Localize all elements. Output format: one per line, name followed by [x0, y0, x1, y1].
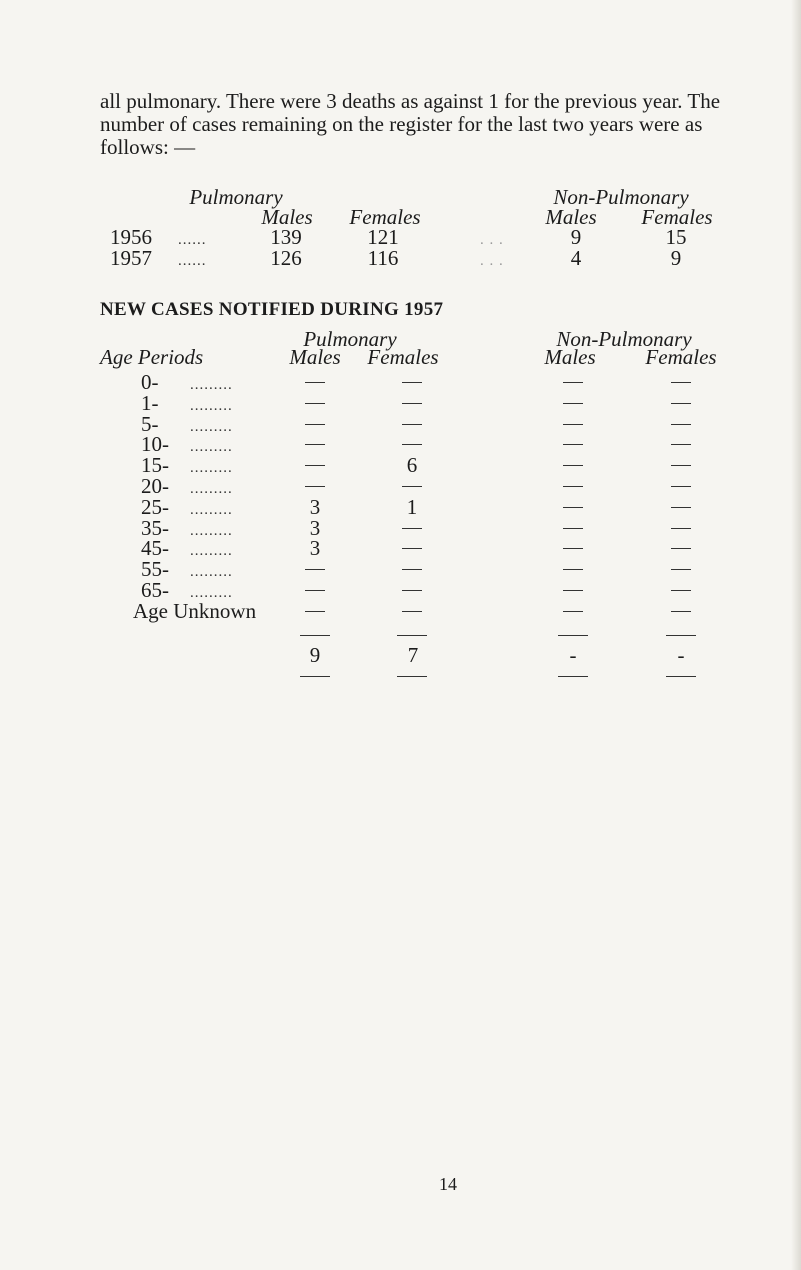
empty-cell-dash — [402, 486, 422, 487]
empty-cell-dash — [563, 611, 583, 612]
empty-cell-dash — [563, 507, 583, 508]
empty-cell-dash — [305, 611, 325, 612]
age-period-label: 55- — [141, 557, 169, 582]
empty-cell-dash — [402, 569, 422, 570]
register-col-pulm-males: Males — [261, 205, 313, 229]
empty-cell-dash — [402, 611, 422, 612]
age-period-label: 1- — [141, 390, 159, 415]
age-period-label: 45- — [141, 536, 169, 561]
empty-cell-dash — [305, 590, 325, 591]
total-underline — [558, 676, 588, 677]
register-cell: 9 — [670, 246, 682, 270]
empty-cell-dash — [563, 403, 583, 404]
age-row-dots: ......... — [190, 522, 233, 539]
age-row-dots: ......... — [190, 377, 233, 393]
register-cell: 126 — [270, 246, 302, 270]
total-rule — [300, 635, 330, 636]
age-row-dots: ......... — [190, 481, 233, 497]
register-cell: 4 — [570, 246, 582, 270]
total-rule — [558, 635, 588, 636]
empty-cell-dash — [671, 611, 691, 612]
empty-cell-dash — [563, 528, 583, 529]
newcases-col-nonpulm-males: Males — [544, 345, 596, 369]
empty-cell-dash — [402, 548, 422, 549]
empty-cell-dash — [402, 590, 422, 591]
register-cell: 116 — [367, 246, 399, 270]
empty-cell-dash — [671, 424, 691, 425]
newcases-col-pulm-males: Males — [289, 345, 341, 369]
empty-cell-dash — [305, 444, 325, 445]
register-col-nonpulm-females: Females — [641, 205, 713, 229]
empty-cell-dash — [563, 424, 583, 425]
newcases-header-non-pulmonary: Non-Pulmonary — [556, 327, 692, 351]
age-period-label: 20- — [141, 474, 169, 498]
empty-cell-dash — [402, 528, 422, 529]
age-period-label: 15- — [141, 453, 169, 478]
age-row-dots: ......... — [190, 397, 233, 414]
register-row-year: 1957 — [110, 246, 152, 270]
empty-cell-dash — [305, 424, 325, 425]
age-periods-header: Age Periods — [100, 345, 204, 369]
section-heading: NEW CASES NOTIFIED DURING 1957 — [100, 299, 444, 320]
age-row-dots: ......... — [190, 439, 233, 456]
empty-cell-dash — [402, 424, 422, 425]
age-row-dots: ......... — [190, 501, 233, 518]
empty-cell-dash — [671, 548, 691, 549]
newcases-cell: 6 — [406, 453, 418, 478]
register-cell: 9 — [570, 225, 582, 249]
register-col-nonpulm-males: Males — [545, 205, 597, 229]
register-header-non-pulmonary: Non-Pulmonary — [553, 185, 689, 209]
register-row-dots: ...... — [178, 232, 207, 248]
register-row-dots-faint: . . . — [480, 253, 504, 269]
age-row-dots: ......... — [190, 418, 233, 435]
total-rule — [397, 635, 427, 636]
age-period-label: Age Unknown — [133, 598, 257, 623]
newcases-cell: 3 — [309, 536, 321, 561]
empty-cell-dash — [563, 590, 583, 591]
empty-cell-dash — [305, 569, 325, 570]
empty-cell-dash — [563, 548, 583, 549]
age-period-label: 0- — [141, 370, 159, 394]
page-number: 14 — [439, 1174, 457, 1194]
intro-paragraph: all pulmonary. There were 3 deaths as against 1 for the previous year. The number of cases remaining on the register for the last two years were as follows: — — [100, 89, 721, 159]
newcases-cell: 1 — [406, 494, 418, 519]
age-row-dots: ......... — [190, 585, 233, 601]
empty-cell-dash — [671, 528, 691, 529]
total-cell: - — [569, 643, 577, 667]
empty-cell-dash — [671, 382, 691, 383]
empty-cell-dash — [305, 403, 325, 404]
newcases-col-nonpulm-females: Females — [645, 345, 717, 369]
age-period-label: 10- — [141, 432, 169, 457]
register-cell: 15 — [665, 225, 687, 249]
register-row-dots-faint: . . . — [480, 232, 504, 248]
empty-cell-dash — [671, 569, 691, 570]
total-underline — [397, 676, 427, 677]
newcases-col-pulm-females: Females — [367, 345, 439, 369]
total-underline — [300, 676, 330, 677]
newcases-header-pulmonary: Pulmonary — [303, 327, 397, 351]
total-underline — [666, 676, 696, 677]
age-period-label: 35- — [141, 515, 169, 540]
empty-cell-dash — [402, 403, 422, 404]
empty-cell-dash — [402, 444, 422, 445]
age-row-dots: ......... — [190, 460, 233, 477]
empty-cell-dash — [402, 382, 422, 383]
empty-cell-dash — [563, 444, 583, 445]
empty-cell-dash — [563, 465, 583, 466]
newcases-cell: 3 — [309, 494, 321, 519]
register-row-year: 1956 — [110, 225, 152, 249]
register-cell: 121 — [367, 225, 399, 249]
empty-cell-dash — [671, 403, 691, 404]
empty-cell-dash — [305, 465, 325, 466]
register-header-pulmonary: Pulmonary — [189, 185, 283, 209]
total-cell: 9 — [309, 643, 321, 667]
register-col-pulm-females: Females — [349, 205, 421, 229]
register-cell: 139 — [270, 225, 302, 249]
empty-cell-dash — [671, 465, 691, 466]
empty-cell-dash — [563, 569, 583, 570]
newcases-cell: 3 — [309, 515, 321, 540]
empty-cell-dash — [671, 590, 691, 591]
age-period-label: 25- — [141, 494, 169, 519]
empty-cell-dash — [305, 486, 325, 487]
empty-cell-dash — [671, 486, 691, 487]
total-cell: 7 — [407, 643, 419, 667]
empty-cell-dash — [563, 382, 583, 383]
page-edge-shadow — [791, 0, 801, 1270]
empty-cell-dash — [671, 507, 691, 508]
register-row-dots: ...... — [178, 253, 207, 269]
age-period-label: 5- — [141, 411, 159, 436]
total-cell: - — [677, 643, 685, 667]
age-row-dots: ......... — [190, 564, 233, 581]
age-period-label: 65- — [141, 578, 169, 602]
total-rule — [666, 635, 696, 636]
empty-cell-dash — [305, 382, 325, 383]
empty-cell-dash — [563, 486, 583, 487]
age-row-dots: ......... — [190, 543, 233, 560]
empty-cell-dash — [671, 444, 691, 445]
